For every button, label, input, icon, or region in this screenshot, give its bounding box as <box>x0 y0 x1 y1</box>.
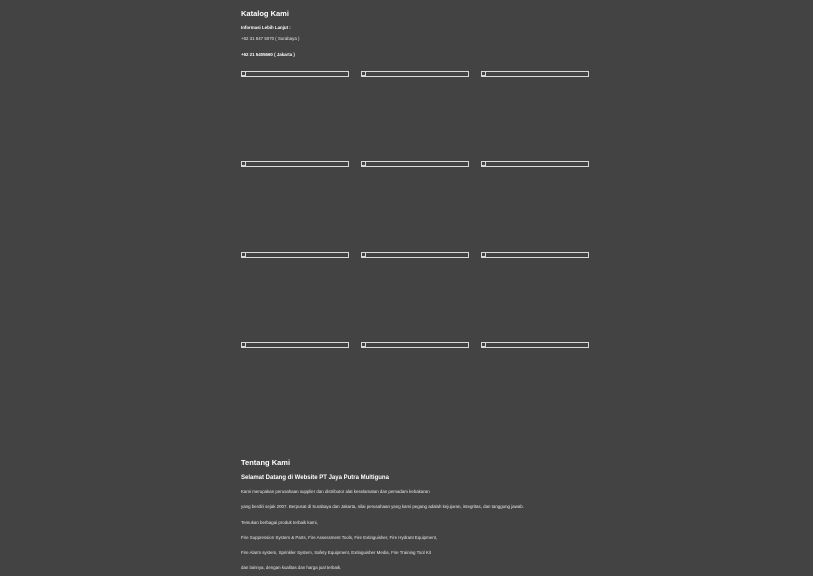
catalog-item-9[interactable] <box>481 252 589 258</box>
catalog-item-3[interactable] <box>481 71 589 77</box>
catalog-item-2[interactable] <box>361 71 469 77</box>
catalog-item-4[interactable] <box>241 161 349 167</box>
about-paragraph-5: Fire Alarm system, Sprinkler System, Safety Equipment, Extinguisher Media, Fire Training Tool Kit <box>241 550 432 555</box>
broken-image-icon <box>242 343 246 347</box>
catalog-item-7[interactable] <box>241 252 349 258</box>
catalog-grid <box>241 71 593 351</box>
catalog-item-11[interactable] <box>361 342 469 348</box>
catalog-title: Katalog Kami <box>241 9 289 18</box>
broken-image-icon <box>362 253 366 257</box>
catalog-item-12[interactable] <box>481 342 589 348</box>
broken-image-icon <box>242 72 246 76</box>
broken-image-icon <box>362 72 366 76</box>
broken-image-icon <box>242 162 246 166</box>
about-paragraph-3: Temukan berbagai produk terbaik kami, <box>241 520 318 525</box>
info-label: Informasi Lebih Lanjut : <box>241 25 291 30</box>
broken-image-icon <box>482 162 486 166</box>
phone-surabaya[interactable]: +62 31 847 5070 ( Surabaya ) <box>241 36 300 41</box>
broken-image-icon <box>482 343 486 347</box>
catalog-item-8[interactable] <box>361 252 469 258</box>
about-paragraph-4: Fire Suppression System & Parts, Fire Assessment Tools, Fire Extinguisher, Fire Hydrant Equipment, <box>241 535 438 540</box>
broken-image-icon <box>482 253 486 257</box>
catalog-item-6[interactable] <box>481 161 589 167</box>
broken-image-icon <box>242 253 246 257</box>
broken-image-icon <box>482 72 486 76</box>
phone-jakarta[interactable]: +62 21 5405560 ( Jakarta ) <box>241 52 295 57</box>
about-title: Tentang Kami <box>241 458 291 467</box>
broken-image-icon <box>362 343 366 347</box>
catalog-item-10[interactable] <box>241 342 349 348</box>
about-paragraph-6: dan lainnya, dengan kualitas dan harga jual terbaik. <box>241 565 342 570</box>
broken-image-icon <box>362 162 366 166</box>
catalog-item-1[interactable] <box>241 71 349 77</box>
catalog-item-5[interactable] <box>361 161 469 167</box>
about-paragraph-1: Kami merupakan perusahaan supplier dan distributor alat keselamatan dan pemadam kebakaran <box>241 489 430 494</box>
about-welcome: Selamat Datang di Website PT Jaya Putra Multiguna <box>241 475 389 481</box>
about-paragraph-2: yang berdiri sejak 2007. Berpusat di Surabaya dan Jakarta, nilai perusahaan yang kami pegang adalah kejujuran, integritas, dan tanggung jawab. <box>241 504 524 509</box>
